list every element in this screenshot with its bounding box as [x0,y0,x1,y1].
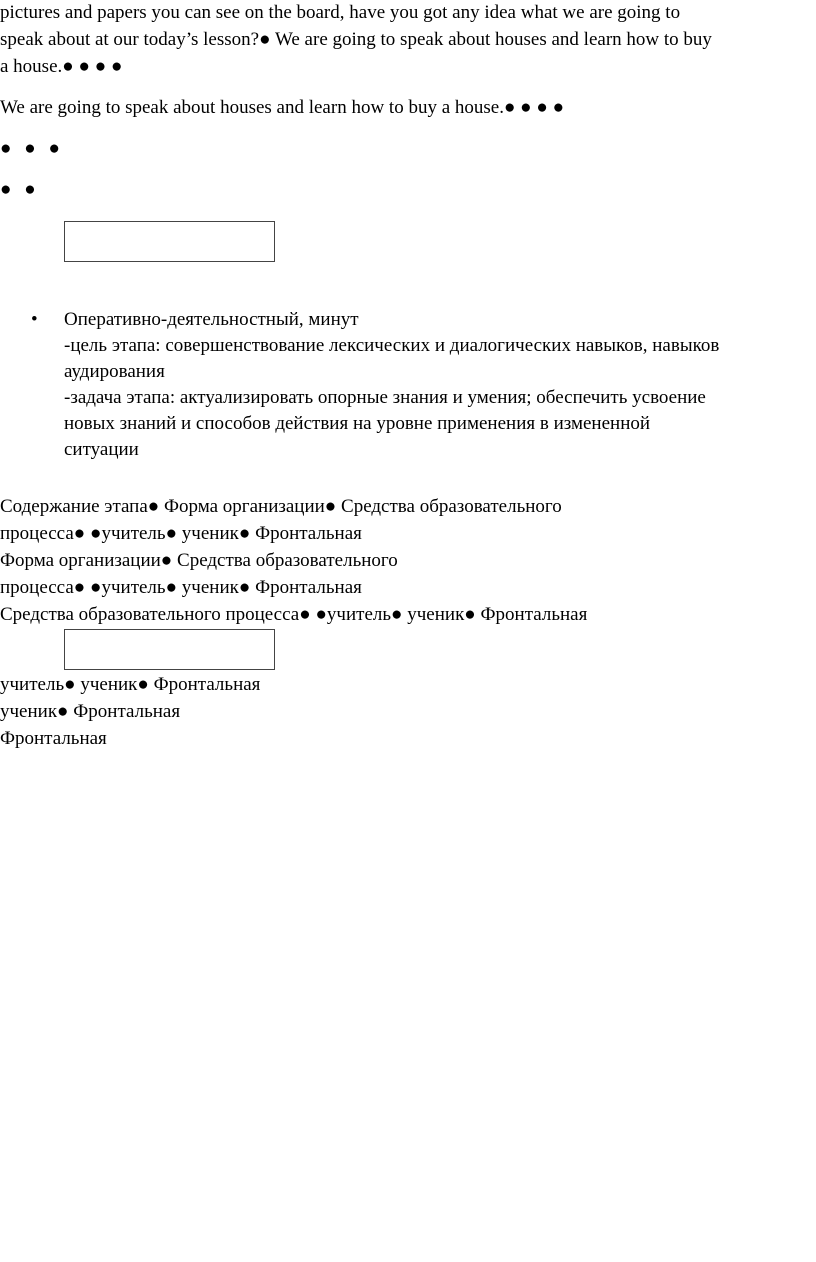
stage-goal-line-1: -цель этапа: совершенствование лексических и диалогических навыков, навыков [64,335,720,356]
table-fragment-row-7: ученик● Фронтальная [0,701,181,722]
empty-box-2 [64,629,275,670]
bullet-icon: • [31,309,38,330]
stage-goal-line-2: аудирования [64,361,165,382]
table-fragment-row-3: Форма организации● Средства образовательного [0,550,398,571]
intro-line-1: pictures and papers you can see on the board, have you got any idea what we are going to [0,2,681,23]
intro-line-4: We are going to speak about houses and learn how to buy a house.● ● ● ● [0,97,565,118]
dots-row-1: ● ● ● [0,138,64,159]
table-fragment-row-6: учитель● ученик● Фронтальная [0,674,261,695]
stage-task-line-2: новых знаний и способов действия на уровне применения в измененной [64,413,651,434]
stage-title: Оперативно-деятельностный, минут [64,309,359,330]
table-fragment-row-1: Содержание этапа● Форма организации● Средства образовательного [0,496,562,517]
table-fragment-row-8: Фронтальная [0,728,107,749]
intro-line-3: a house.● ● ● ● [0,56,123,77]
stage-task-line-1: -задача этапа: актуализировать опорные знания и умения; обеспечить усвоение [64,387,706,408]
table-fragment-row-4: процесса● ●учитель● ученик● Фронтальная [0,577,362,598]
table-fragment-row-5: Средства образовательного процесса● ●учитель● ученик● Фронтальная [0,604,588,625]
stage-task-line-3: ситуации [64,439,139,460]
dots-row-2: ● ● [0,179,40,200]
empty-box-1 [64,221,275,262]
intro-line-2: speak about at our today’s lesson?● We are going to speak about houses and learn how to buy [0,29,712,50]
stage-text [64,307,816,463]
table-fragment-row-2: процесса● ●учитель● ученик● Фронтальная [0,523,362,544]
